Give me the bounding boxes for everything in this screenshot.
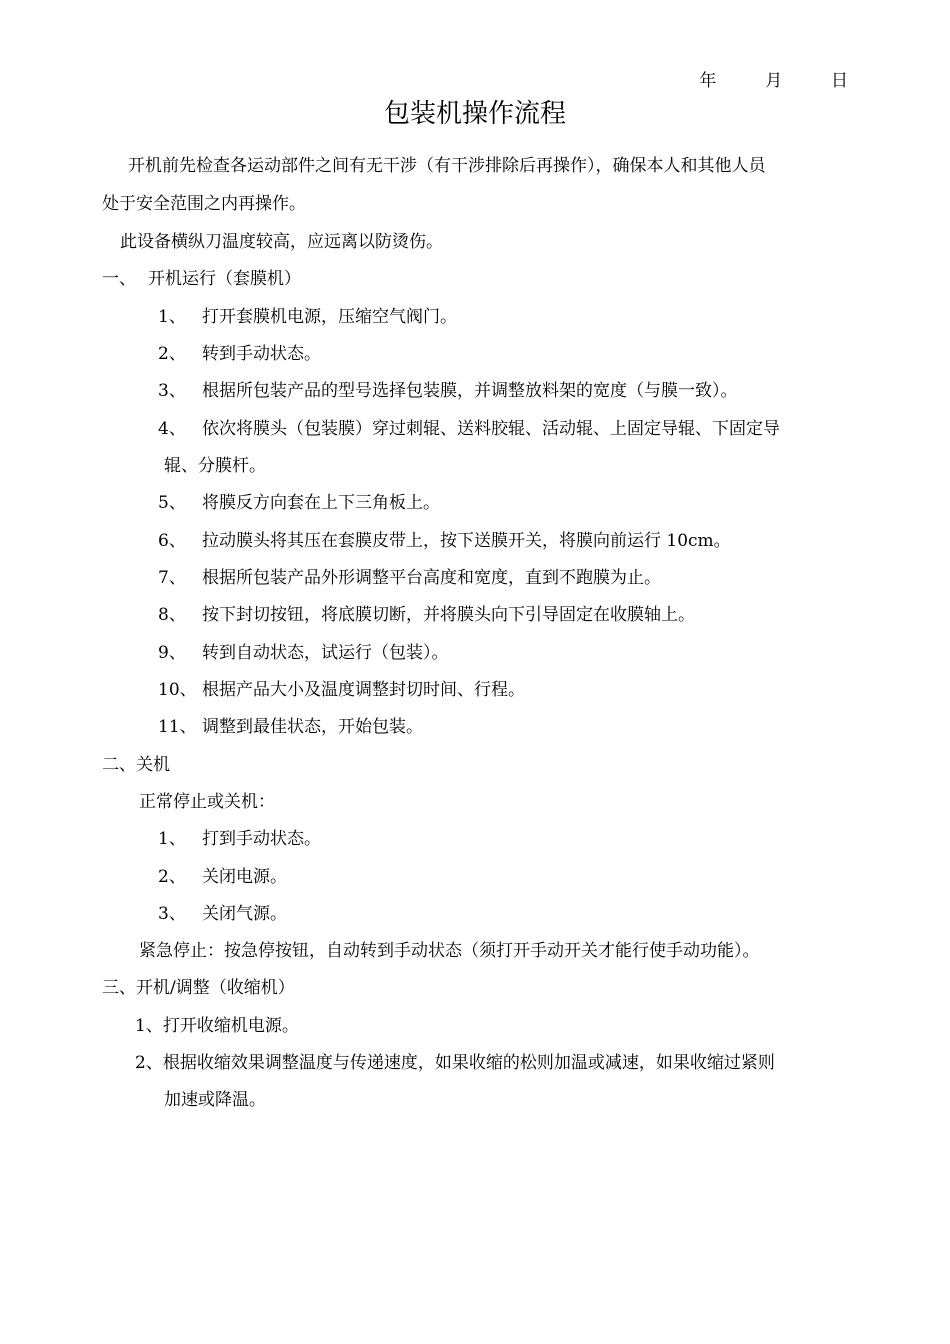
intro-line-2: 处于安全范围之内再操作。	[102, 194, 306, 214]
normal-stop-label: 正常停止或关机：	[139, 792, 275, 812]
item-text: 调整到最佳状态，开始包装。	[202, 717, 423, 737]
item-number: 7、	[158, 568, 186, 588]
item-number: 6、	[158, 531, 186, 551]
section1-heading-num: 一、	[102, 269, 136, 289]
item-text: 打开套膜机电源，压缩空气阀门。	[202, 307, 457, 327]
item-number: 1、	[135, 1016, 163, 1036]
item-number: 2、	[158, 867, 186, 887]
intro-line-1: 开机前先检查各运动部件之间有无干涉（有干涉排除后再操作），确保本人和其他人员	[128, 156, 766, 176]
item-number: 1、	[158, 307, 186, 327]
list-item	[158, 530, 731, 552]
list-item	[158, 642, 449, 664]
item-text: 依次将膜头（包装膜）穿过刺辊、送料胶辊、活动辊、上固定导辊、下固定导	[202, 419, 780, 439]
list-item	[158, 567, 661, 589]
item-text: 打到手动状态。	[202, 829, 321, 849]
list-item	[135, 1052, 775, 1074]
list-item	[158, 828, 321, 850]
item-text: 拉动膜头将其压在套膜皮带上，按下送膜开关，将膜向前运行 10cm。	[202, 531, 731, 551]
item-text: 根据所包装产品外形调整平台高度和宽度，直到不跑膜为止。	[202, 568, 661, 588]
list-item	[158, 343, 321, 365]
item-text: 根据收缩效果调整温度与传递速度，如果收缩的松则加温或减速，如果收缩过紧则	[162, 1053, 775, 1073]
list-item	[158, 679, 525, 701]
item-text: 转到手动状态。	[202, 344, 321, 364]
section1-heading	[102, 268, 301, 290]
item-text: 关闭气源。	[202, 904, 287, 924]
list-item	[158, 380, 738, 402]
date-year: 年	[699, 71, 717, 91]
item-text: 关闭电源。	[202, 867, 287, 887]
emergency-stop-text: 紧急停止：按急停按钮，自动转到手动状态（须打开手动开关才能行使手动功能）。	[139, 941, 760, 961]
item-number: 4、	[158, 419, 186, 439]
intro-line-3: 此设备横纵刀温度较高，应远离以防烫伤。	[120, 232, 443, 252]
list-item	[158, 418, 780, 440]
item-text: 按下封切按钮，将底膜切断，并将膜头向下引导固定在收膜轴上。	[202, 605, 695, 625]
item-number: 2、	[135, 1053, 163, 1073]
list-item	[158, 866, 287, 888]
item-text: 打开收缩机电源。	[162, 1016, 299, 1036]
item-text: 根据所包装产品的型号选择包装膜，并调整放料架的宽度（与膜一致）。	[202, 381, 738, 401]
document-title: 包装机操作流程	[383, 99, 566, 129]
list-item	[158, 604, 695, 626]
item-number: 5、	[158, 493, 186, 513]
section3-heading: 三、开机/调整（收缩机）	[102, 978, 295, 998]
item-number: 2、	[158, 344, 186, 364]
item-number: 10、	[158, 680, 197, 700]
list-item	[135, 1015, 299, 1037]
item-text: 根据产品大小及温度调整封切时间、行程。	[202, 680, 525, 700]
list-item	[158, 903, 287, 925]
item-number: 9、	[158, 643, 186, 663]
item-number: 1、	[158, 829, 186, 849]
item-text: 转到自动状态，试运行（包装）。	[202, 643, 449, 663]
list-item	[158, 306, 457, 328]
item-number: 3、	[158, 904, 186, 924]
section1-heading-text: 开机运行（套膜机）	[148, 269, 301, 289]
item-number: 3、	[158, 381, 186, 401]
date-month: 月	[765, 71, 783, 91]
list-item-continuation: 加速或降温。	[164, 1090, 266, 1110]
list-item	[158, 716, 423, 738]
date-line	[699, 70, 848, 92]
section2-heading: 二、关机	[102, 755, 170, 775]
list-item-continuation: 辊、分膜杆。	[164, 456, 266, 476]
item-number: 11、	[158, 717, 197, 737]
date-day: 日	[831, 71, 848, 91]
list-item	[158, 492, 440, 514]
item-number: 8、	[158, 605, 186, 625]
item-text: 将膜反方向套在上下三角板上。	[202, 493, 440, 513]
